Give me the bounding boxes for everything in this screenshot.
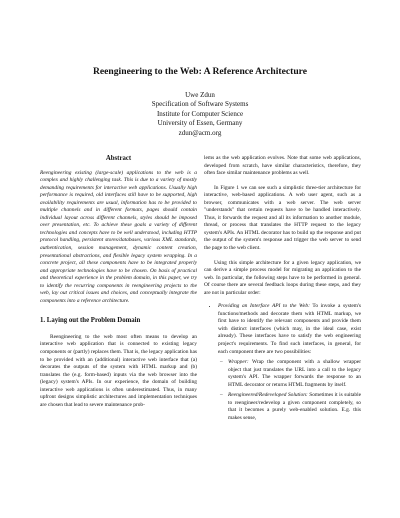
section-1-heading: 1. Laying out the Problem Domain: [40, 317, 141, 325]
list-item: [218, 303, 361, 422]
list-item: [228, 392, 361, 422]
right-paragraph-3: Using this simple architecture for a given legacy application, we can derive a simple process model for migrating an application to the web. In particular, the following steps have to be performed in general. Of course there are several feedback loops during these steps, and they are not in particular order:: [204, 259, 361, 296]
steps-list: [204, 303, 361, 422]
right-paragraph-1: lems as the web application evolves. Note that some web applications, developed from scratch, have similar characteristics, therefore, they often face similar maintenance problems as well.: [204, 155, 361, 177]
author-name: Uwe Zdun: [185, 91, 215, 99]
paper-title: Reengineering to the Web: A Reference Architecture: [92, 66, 308, 77]
list-item: [228, 359, 361, 389]
bullet-text: To invoke a system's functions/methods and decorate them with HTML markup, we first have to identify the relevant components and provide them with distinct interfaces (which may, in the ideal case, exist already). These interfaces have to satisfy the web engineering project's requirements. To find such interfaces, in general, for each component there are two possibilities:: [218, 303, 362, 355]
author-block: [0, 91, 400, 138]
left-column: [40, 155, 197, 409]
bullet-label: Providing an Interface API to the Web:: [218, 303, 310, 310]
abstract-text: Reengineering existing (large-scale) applications to the web is a complex and highly challenging task. This is due to a variety of mostly demanding requirements for interactive web applications. Usually high performance is required, old interfaces still have to be supported, high availability requirements are usual, information has to be provided to multiple channels and in different formats, pages should contain individual layout across different channels, styles should be imposed over presentation, etc. To achieve these goals a variety of different technologies and concepts have to be well understood, including HTTP protocol handling, persistent stores/databases, various XML standards, authentication, session management, dynamic content creation, presentational abstractions, and flexible legacy system wrapping. In a concrete project, all these components have to be integrated properly and appropriate technologies have to be chosen. On basis of practical and theoretical experience in the problem domain, in this paper, we try to identify the recurring components in reengineering projects to the web, lay out critical issues and choices, and conceptually integrate the components into a reference architecture.: [40, 169, 197, 304]
section-1-paragraph: Reengineering to the web most often means to develop an interactive web application that is connected to existing legacy components or (partly) replaces them. That is, the legacy application has to be provided with an (additional) interactive web interface that (a) decorates the outputs of the system with HTML markup and (b) translates the (e.g. form-based) inputs via the web browser into the (legacy) system's APIs. In our experience, the domain of building interactive web applications is often underestimated. Thus, in many upfront designs simplistic architectures and implementation techniques are chosen that lead to severe maintenance prob-: [40, 333, 197, 408]
right-column: [204, 155, 361, 426]
abstract-heading: Abstract: [105, 155, 132, 162]
author-institute: Institute for Computer Science: [156, 109, 244, 118]
author-department: Specification of Software Systems: [151, 100, 249, 109]
sub-list: [218, 359, 361, 422]
sub-item-text: Sometimes it is suitable to reengineer/redevelop a given component completely, so that it becomes a purely web-enabled solution. E.g. this makes sense,: [228, 392, 361, 421]
right-paragraph-2: In Figure 1 we can see such a simplistic three-tier architecture for interactive, web-based applications. A web user agent, such as a browser, communicates with a web server. The web server "understands" that certain requests have to be handled interactively. Thus, it forwards the request and all its information to another module, thread, or process that translates the HTTP request to the legacy system's APIs. An HTML decorator has to build up the response and put the output of the system's response and trigger the web server to send the page to the web client.: [204, 184, 361, 252]
sub-item-text: Wrap the component with a shallow wrapper object that just translates the URL into a call to the legacy system's API. The wrapper forwards the response to an HTML decorator or returns HTML fragments by itself.: [228, 359, 361, 388]
author-email: zdun@acm.org: [178, 128, 222, 137]
author-university: University of Essen, Germany: [157, 119, 243, 128]
sub-item-label: Reengineered/Redeveloped Solution:: [228, 392, 308, 399]
sub-item-label: Wrapper:: [228, 359, 249, 366]
